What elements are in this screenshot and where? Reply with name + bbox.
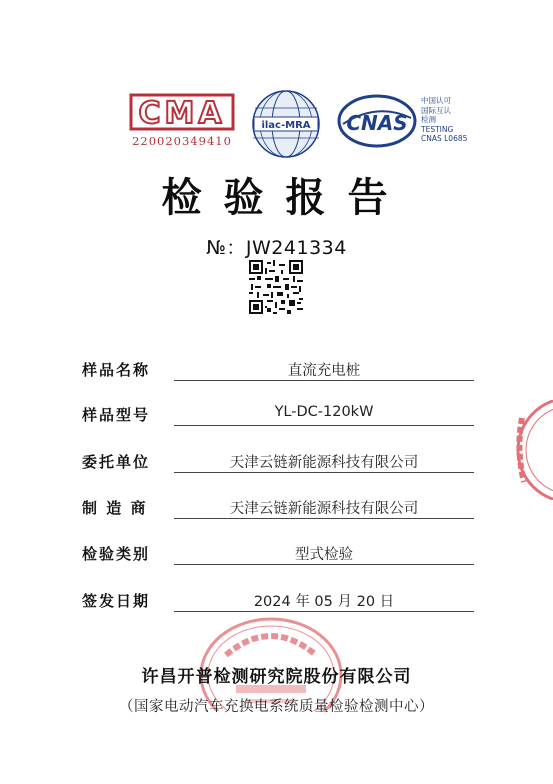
cma-number: 220020349410	[132, 134, 232, 148]
report-number: №：JW241334	[206, 237, 347, 259]
field-underline	[174, 425, 474, 426]
organization-name: 许昌开普检测研究院股份有限公司	[141, 667, 412, 687]
field-label: 制 造 商	[82, 499, 148, 517]
field-underline	[174, 611, 474, 612]
field-underline	[174, 472, 474, 473]
field-value: 天津云链新能源科技有限公司	[229, 455, 419, 471]
field-label: 委托单位	[82, 453, 151, 471]
cma-seal-icon	[128, 92, 236, 132]
ilac-text: ilac-MRA	[261, 120, 311, 131]
field-sample-model	[82, 404, 482, 432]
cnas-logo-icon	[337, 94, 417, 148]
field-value: 天津云链新能源科技有限公司	[229, 501, 419, 517]
field-value: YL-DC-120kW	[274, 404, 374, 420]
qr-code-icon	[249, 260, 303, 314]
field-label: 样品名称	[82, 361, 151, 379]
field-label: 样品型号	[82, 406, 151, 424]
report-title: 检验报告	[161, 174, 410, 221]
cnas-line: 检测	[421, 115, 436, 124]
cnas-text: CNAS	[346, 111, 408, 135]
field-client	[82, 451, 482, 479]
field-underline	[174, 380, 474, 381]
cnas-side-text	[421, 96, 491, 144]
field-label: 检验类别	[82, 545, 151, 563]
cma-logo	[128, 92, 236, 156]
cnas-line: CNAS L0685	[421, 134, 468, 143]
field-issue-date	[82, 590, 482, 618]
field-manufacturer	[82, 497, 482, 525]
field-underline	[174, 518, 474, 519]
ilac-mra-globe-icon	[250, 88, 322, 160]
field-underline	[174, 564, 474, 565]
field-value: 2024 年 05 月 20 日	[253, 594, 395, 610]
field-value: 型式检验	[295, 547, 353, 563]
red-seal-edge-stamp-icon	[512, 400, 553, 500]
organization-subtitle: （国家电动汽车充换电系统质量检验检测中心）	[119, 699, 434, 715]
field-sample-name	[82, 359, 482, 387]
field-inspection-type	[82, 543, 482, 571]
svg-text:CMA: CMA	[138, 96, 226, 131]
cnas-line: TESTING	[421, 124, 454, 134]
field-value: 直流充电桩	[287, 363, 361, 379]
cnas-line: 国际互认	[421, 105, 451, 115]
field-label: 签发日期	[82, 592, 151, 610]
cnas-line: 中国认可	[421, 96, 451, 105]
